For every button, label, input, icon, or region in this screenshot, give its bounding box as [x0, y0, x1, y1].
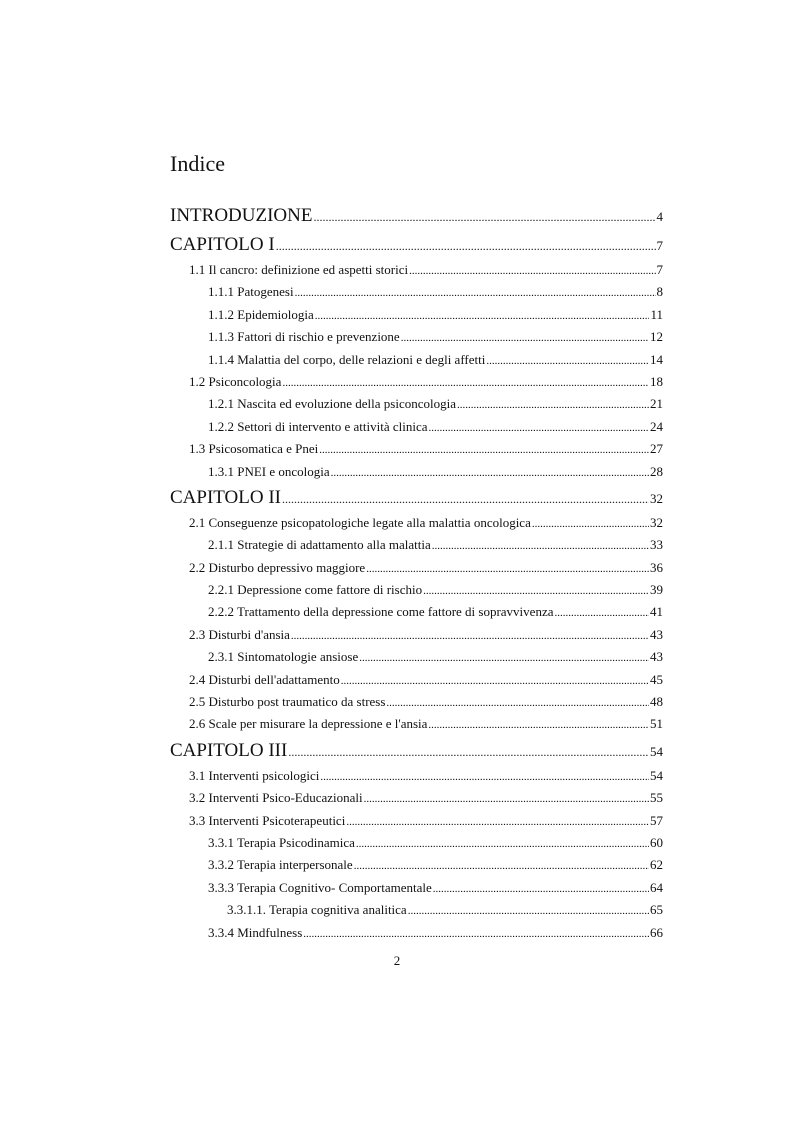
toc-section-entry[interactable]: [170, 579, 663, 601]
dot-leader: [356, 833, 649, 855]
toc-entry-label: 3.2 Interventi Psico-Educazionali: [189, 787, 363, 809]
toc-entry-page: 39: [650, 579, 663, 601]
toc-entry-label: 1.2 Psiconcologia: [189, 371, 281, 393]
toc-entry-page: 14: [650, 349, 663, 371]
toc-section-entry[interactable]: [170, 899, 663, 921]
toc-entry-label: 3.3.3 Terapia Cognitivo- Comportamentale: [208, 877, 432, 899]
toc-entry-label: 2.6 Scale per misurare la depressione e l'ansia: [189, 713, 427, 735]
toc-entry-page: 7: [657, 231, 664, 260]
toc-section-entry[interactable]: [170, 512, 663, 534]
toc-entry-page: 11: [650, 304, 663, 326]
dot-leader: [364, 788, 649, 810]
toc-chapter-entry[interactable]: [170, 201, 663, 230]
dot-leader: [319, 439, 649, 461]
toc-section-entry[interactable]: [170, 877, 663, 899]
toc-entry-label: 2.5 Disturbo post traumatico da stress: [189, 691, 385, 713]
page-title: Indice: [170, 151, 225, 176]
toc-entry-page: 32: [650, 512, 663, 534]
toc-entry-page: 51: [650, 713, 663, 735]
dot-leader: [554, 602, 649, 624]
toc-section-entry[interactable]: [170, 787, 663, 809]
toc-entry-label: 3.3.1 Terapia Psicodinamica: [208, 832, 355, 854]
toc-section-entry[interactable]: [170, 349, 663, 371]
toc-entry-label: INTRODUZIONE: [170, 201, 312, 230]
toc-entry-label: 1.1.2 Epidemiologia: [208, 304, 314, 326]
toc-entry-label: 2.2.2 Trattamento della depressione come fattore di sopravvivenza: [208, 601, 553, 623]
toc-entry-label: 2.2 Disturbo depressivo maggiore: [189, 557, 365, 579]
toc-section-entry[interactable]: [170, 810, 663, 832]
dot-leader: [429, 417, 650, 439]
table-of-contents: [170, 201, 663, 944]
dot-leader: [282, 485, 649, 514]
toc-entry-page: 32: [650, 484, 663, 513]
toc-entry-label: CAPITOLO III: [170, 736, 287, 765]
dot-leader: [457, 394, 649, 416]
toc-section-entry[interactable]: [170, 624, 663, 646]
dot-leader: [432, 535, 649, 557]
dot-leader: [276, 232, 656, 261]
toc-section-entry[interactable]: [170, 832, 663, 854]
toc-entry-label: 2.3 Disturbi d'ansia: [189, 624, 290, 646]
toc-section-entry[interactable]: [170, 416, 663, 438]
toc-section-entry[interactable]: [170, 304, 663, 326]
toc-entry-page: 60: [650, 832, 663, 854]
toc-entry-label: 1.1.3 Fattori di rischio e prevenzione: [208, 326, 400, 348]
dot-leader: [433, 878, 649, 900]
dot-leader: [386, 692, 649, 714]
dot-leader: [428, 714, 649, 736]
toc-section-entry[interactable]: [170, 669, 663, 691]
dot-leader: [366, 558, 649, 580]
dot-leader: [291, 625, 649, 647]
toc-entry-page: 64: [650, 877, 663, 899]
toc-entry-label: 1.2.2 Settori di intervento e attività clinica: [208, 416, 428, 438]
toc-entry-label: 1.3 Psicosomatica e Pnei: [189, 438, 318, 460]
dot-leader: [315, 305, 650, 327]
toc-entry-page: 27: [650, 438, 663, 460]
dot-leader: [408, 900, 649, 922]
toc-chapter-entry[interactable]: [170, 230, 663, 259]
toc-entry-page: 57: [650, 810, 663, 832]
toc-chapter-entry[interactable]: [170, 736, 663, 765]
toc-entry-label: 2.1 Conseguenze psicopatologiche legate alla malattia oncologica: [189, 512, 531, 534]
toc-entry-page: 43: [650, 624, 663, 646]
toc-entry-page: 43: [650, 646, 663, 668]
page-number: 2: [393, 953, 401, 968]
toc-entry-page: 62: [650, 854, 663, 876]
toc-section-entry[interactable]: [170, 393, 663, 415]
toc-section-entry[interactable]: [170, 326, 663, 348]
toc-entry-page: 28: [650, 461, 663, 483]
toc-entry-label: 3.3 Interventi Psicoterapeutici: [189, 810, 345, 832]
toc-entry-page: 45: [650, 669, 663, 691]
toc-entry-page: 33: [650, 534, 663, 556]
dot-leader: [341, 670, 649, 692]
toc-entry-label: 1.2.1 Nascita ed evoluzione della psiconcologia: [208, 393, 456, 415]
dot-leader: [331, 462, 649, 484]
toc-section-entry[interactable]: [170, 281, 663, 303]
dot-leader: [303, 923, 649, 945]
toc-section-entry[interactable]: [170, 601, 663, 623]
dot-leader: [313, 203, 655, 232]
dot-leader: [532, 513, 649, 535]
dot-leader: [486, 350, 649, 372]
toc-entry-label: 1.1.1 Patogenesi: [208, 281, 294, 303]
toc-entry-page: 8: [657, 281, 664, 303]
toc-section-entry[interactable]: [170, 259, 663, 281]
toc-section-entry[interactable]: [170, 765, 663, 787]
toc-entry-page: 48: [650, 691, 663, 713]
toc-entry-page: 54: [650, 765, 663, 787]
toc-section-entry[interactable]: [170, 438, 663, 460]
toc-entry-label: 1.3.1 PNEI e oncologia: [208, 461, 330, 483]
toc-entry-label: 2.2.1 Depressione come fattore di rischio: [208, 579, 422, 601]
dot-leader: [359, 647, 649, 669]
dot-leader: [346, 811, 649, 833]
toc-section-entry[interactable]: [170, 922, 663, 944]
dot-leader: [320, 766, 649, 788]
toc-entry-label: 3.1 Interventi psicologici: [189, 765, 319, 787]
toc-entry-label: 2.1.1 Strategie di adattamento alla malattia: [208, 534, 431, 556]
toc-entry-page: 21: [650, 393, 663, 415]
toc-entry-page: 7: [657, 259, 664, 281]
toc-section-entry[interactable]: [170, 691, 663, 713]
dot-leader: [295, 282, 656, 304]
toc-entry-page: 65: [650, 899, 663, 921]
dot-leader: [354, 855, 649, 877]
toc-entry-label: 3.3.1.1. Terapia cognitiva analitica: [227, 899, 407, 921]
toc-section-entry[interactable]: [170, 534, 663, 556]
toc-entry-page: 55: [650, 787, 663, 809]
toc-entry-label: 2.4 Disturbi dell'adattamento: [189, 669, 340, 691]
toc-entry-page: 36: [650, 557, 663, 579]
toc-entry-page: 41: [650, 601, 663, 623]
toc-entry-page: 4: [657, 202, 664, 231]
toc-entry-page: 66: [650, 922, 663, 944]
toc-entry-page: 18: [650, 371, 663, 393]
toc-section-entry[interactable]: [170, 646, 663, 668]
toc-entry-page: 12: [650, 326, 663, 348]
toc-entry-page: 24: [650, 416, 663, 438]
toc-entry-label: 1.1.4 Malattia del corpo, delle relazioni e degli affetti: [208, 349, 485, 371]
dot-leader: [409, 260, 655, 282]
toc-entry-label: 1.1 Il cancro: definizione ed aspetti storici: [189, 259, 408, 281]
toc-entry-label: CAPITOLO I: [170, 230, 275, 259]
toc-section-entry[interactable]: [170, 713, 663, 735]
dot-leader: [282, 372, 649, 394]
toc-section-entry[interactable]: [170, 854, 663, 876]
toc-entry-label: 2.3.1 Sintomatologie ansiose: [208, 646, 358, 668]
toc-chapter-entry[interactable]: [170, 483, 663, 512]
toc-section-entry[interactable]: [170, 461, 663, 483]
toc-entry-page: 54: [650, 737, 663, 766]
dot-leader: [401, 327, 649, 349]
toc-section-entry[interactable]: [170, 371, 663, 393]
toc-entry-label: 3.3.2 Terapia interpersonale: [208, 854, 353, 876]
toc-entry-label: CAPITOLO II: [170, 483, 281, 512]
toc-entry-label: 3.3.4 Mindfulness: [208, 922, 302, 944]
toc-section-entry[interactable]: [170, 557, 663, 579]
dot-leader: [288, 738, 649, 767]
dot-leader: [423, 580, 649, 602]
